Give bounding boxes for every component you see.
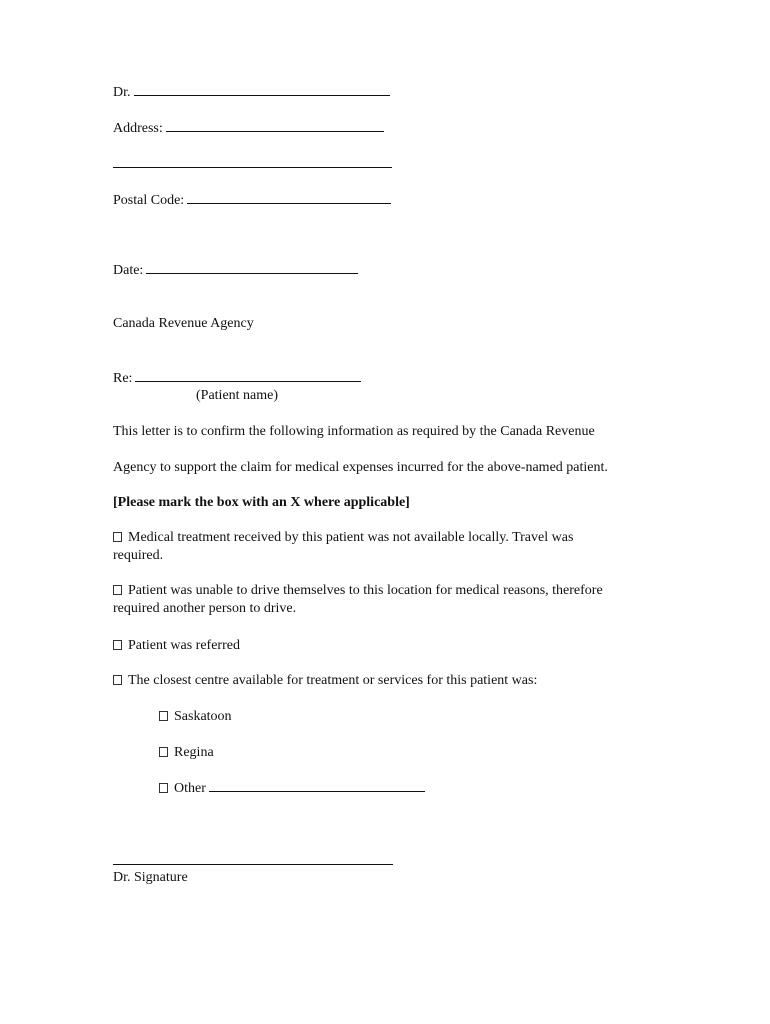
re-row [113,369,361,388]
checkbox[interactable] [113,640,122,650]
body-line-2: Agency to support the claim for medical expenses incurred for the above-named patient. [113,460,608,475]
signature-line[interactable] [113,864,393,865]
doctor-name-field[interactable] [134,83,390,96]
postal-code-field[interactable] [187,191,391,204]
date-row [113,261,358,280]
option-text-cont: required. [113,548,164,563]
centre-regina [159,744,214,762]
instruction: [Please mark the box with an X where applicable] [113,495,410,510]
option-text: Patient was referred [128,638,240,653]
doctor-label: Dr. [113,85,131,100]
option-referred [113,637,240,655]
address-row-2 [113,155,392,174]
checkbox[interactable] [159,747,168,757]
patient-name-caption: (Patient name) [196,388,279,403]
option-text: Patient was unable to drive themselves to this location for medical reasons, therefore [128,583,603,598]
address-label: Address: [113,121,163,136]
centre-text: Other [174,781,206,796]
option-not-available-locally [113,529,653,565]
option-text-cont: required another person to drive. [113,601,297,616]
option-unable-to-drive [113,582,653,618]
address-field-2[interactable] [113,155,392,168]
checkbox[interactable] [113,585,122,595]
option-text: Medical treatment received by this patient was not available locally. Travel was [128,530,574,545]
checkbox[interactable] [159,711,168,721]
postal-code-label: Postal Code: [113,193,185,208]
option-closest-centre [113,672,537,690]
option-text: The closest centre available for treatment or services for this patient was: [128,673,538,688]
other-centre-field[interactable] [209,779,425,792]
doctor-name-row [113,83,390,102]
body-line-1: This letter is to confirm the following information as required by the Canada Revenue [113,424,595,439]
date-field[interactable] [146,261,358,274]
centre-text: Saskatoon [174,709,232,724]
postal-code-row [113,191,391,210]
centre-other [159,779,425,798]
recipient: Canada Revenue Agency [113,316,254,331]
address-row [113,119,384,138]
centre-text: Regina [174,745,214,760]
address-field[interactable] [166,119,384,132]
centre-saskatoon [159,708,232,726]
checkbox[interactable] [159,783,168,793]
checkbox[interactable] [113,675,122,685]
checkbox[interactable] [113,532,122,542]
patient-name-field[interactable] [135,369,361,382]
date-label: Date: [113,263,144,278]
signature-label: Dr. Signature [113,870,188,885]
re-label: Re: [113,371,133,386]
